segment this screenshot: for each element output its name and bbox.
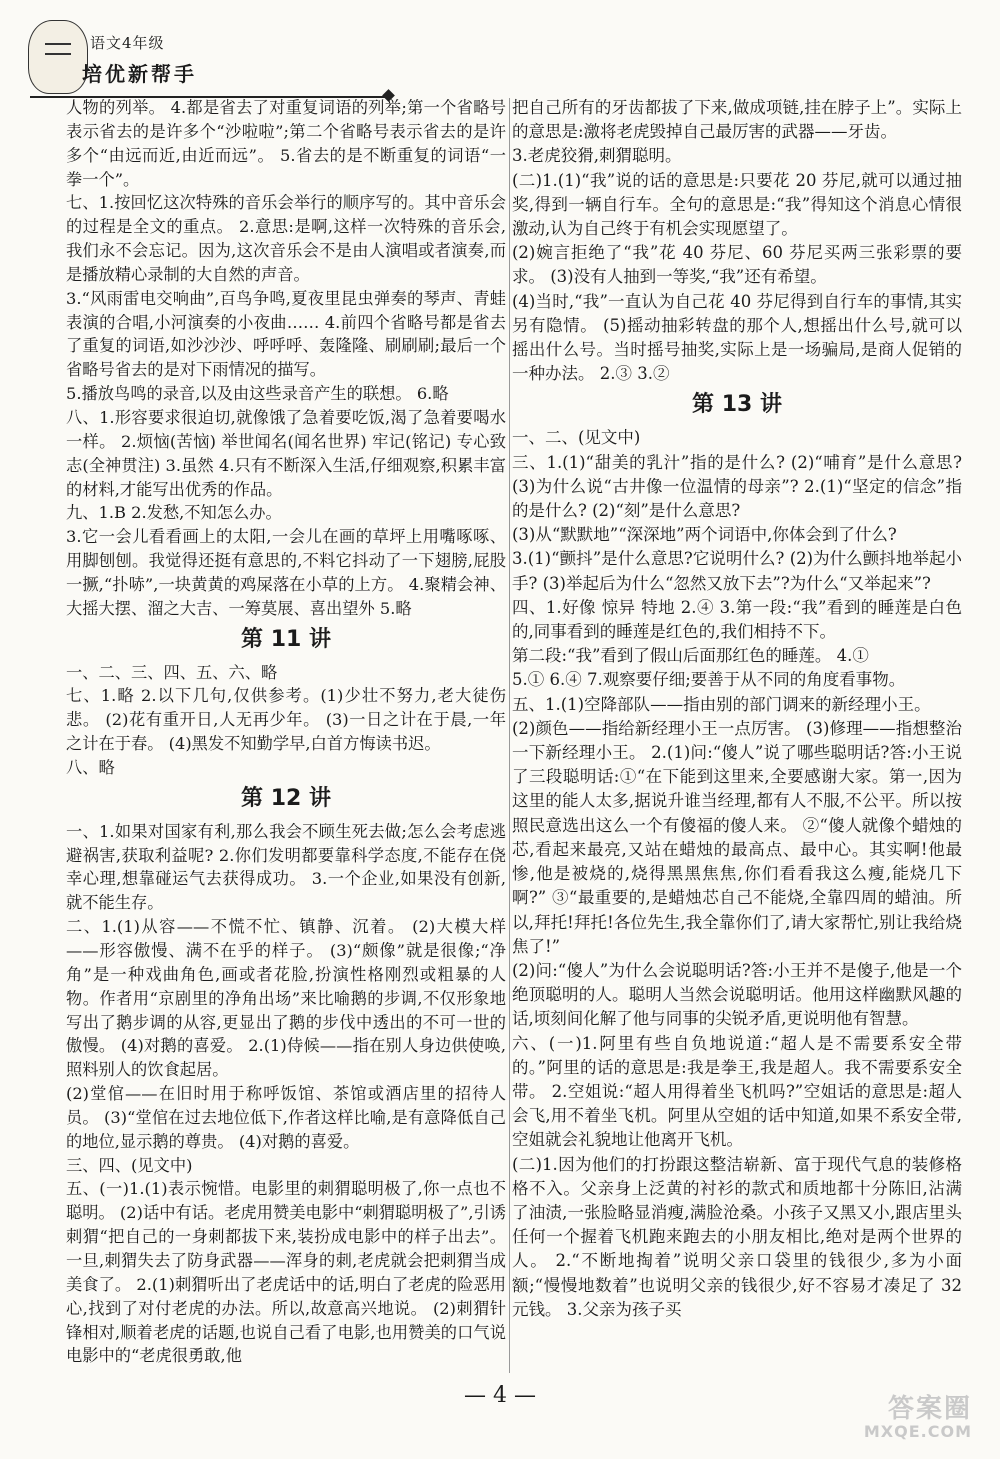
answer-paragraph: (3)从“默默地”“深深地”两个词语中,你体会到了什么? xyxy=(512,525,897,545)
answer-paragraph: 五、(一)1.(1)表示惋惜。电影里的刺猬聪明极了,你一点也不聪明。 (2)话中有话。老虎用赞美电影中“刺猬聪明极了”,引诱刺猬“把自己的一身刺都拔下来,装扮成电影中的样子出去”。一旦,刺猬失去了防身武器——浑身的刺,老虎就会把刺猬当成美食了。 2.(1)刺猬听出了老虎话中的话,明白了老虎的险恶用心,找到了对付老虎的办法。所以,故意高兴地说。 (2)刺猬针锋相对,顺着老虎的话题,也说自己看了电影,也用赞美的口气说电影中的“老虎很勇敢,他 xyxy=(66,1179,506,1366)
answer-paragraph: 三、1.(1)“甜美的乳汁”指的是什么? (2)“哺育”是什么意思? (3)为什么说“古井像一位温情的母亲”? 2.(1)“坚定的信念”指的是什么? (2)“刻”是什么意思? xyxy=(512,452,962,521)
section-heading: 第 12 讲 xyxy=(241,785,331,811)
answer-paragraph: 3.(1)“颤抖”是什么意思?它说明什么? (2)为什么颤抖地举起小手? (3)举起后为什么“忽然又放下去”?为什么“又举起来”? xyxy=(512,549,962,593)
section-heading: 第 11 讲 xyxy=(241,626,331,652)
answer-paragraph: (二)1.(1)“我”说的话的意思是:只要花 20 芬尼,就可以通过抽奖,得到一辆自行车。全句的意思是:“我”得知这个消息心情很激动,认为自己终于有机会实现愿望了。 xyxy=(512,170,962,239)
answer-paragraph: 把自己所有的牙齿都拔了下来,做成项链,挂在脖子上”。实际上的意思是:激将老虎毁掉自己最厉害的武器——牙齿。 xyxy=(512,98,962,142)
answer-paragraph: 八、略 xyxy=(66,757,115,777)
page-header xyxy=(20,18,980,103)
watermark-url: MXQE.COM xyxy=(863,1422,972,1441)
answer-paragraph: (2)堂倌——在旧时用于称呼饭馆、茶馆或酒店里的招待人员。 (3)“堂倌在过去地位低下,作者这样比喻,是有意降低自己的地位,显示鹅的尊贵。 (4)对鹅的喜爱。 xyxy=(66,1084,506,1151)
answer-paragraph: 六、(一)1.阿里有些自负地说道:“超人是不需要系安全带的。”阿里的话的意思是:我是拳王,我是超人。我不需要系安全带。 2.空姐说:“超人用得着坐飞机吗?”空姐话的意思是:超人会飞,用不着坐飞机。阿里从空姐的话中知道,如果不系安全带,空姐就会礼貌地让他离开飞机。 xyxy=(512,1033,962,1150)
answer-paragraph: 第二段:“我”看到了假山后面那红色的睡莲。 4.① xyxy=(512,646,869,666)
left-column xyxy=(66,96,506,1368)
answer-paragraph: 5.播放鸟鸣的录音,以及由这些录音产生的联想。 6.略 xyxy=(66,384,449,404)
answer-paragraph: 3.“风雨雷电交响曲”,百鸟争鸣,夏夜里昆虫弹奏的琴声、青蛙表演的合唱,小河演奏的小夜曲…… 4.前四个省略号都是省去了重复的词语,如沙沙沙、呼呼呼、轰隆隆、刷刷刷;最后一个省略号省去的是对下雨情况的描写。 xyxy=(66,288,506,380)
answer-paragraph: (二)1.因为他们的打扮跟这整洁崭新、富于现代气息的装修格格不入。父亲身上泛黄的衬衫的款式和质地都十分陈旧,沾满了油渍,一张脸略显消瘦,满脸沧桑。小孩子又黑又小,跟店里头任何一个握着飞机跑来跑去的小朋友相比,绝对是两个世界的人。 2.“不断地掏着”说明父亲口袋里的钱很少,多为小面额;“慢慢地数着”也说明父亲的钱很少,好不容易才凑足了 32 元钱。 3.父亲为孩子买 xyxy=(512,1154,962,1319)
brand-title: 培优新帮手 xyxy=(82,62,197,86)
watermark xyxy=(800,1388,980,1448)
grade-label: 语文4年级 xyxy=(90,34,165,52)
answer-paragraph: 七、1.按回忆这次特殊的音乐会举行的顺序写的。其中音乐会的过程是全文的重点。 2.意思:是啊,这样一次特殊的音乐会,我们永不会忘记。因为,这次音乐会不是由人演唱或者演奏,而是播放精心录制的大自然的声音。 xyxy=(66,193,506,284)
answer-paragraph: (2)问:“傻人”为什么会说聪明话?答:小王并不是傻子,他是一个绝顶聪明的人。聪明人当然会说聪明话。他用这样幽默风趣的话,顷刻间化解了他与同事的尖锐矛盾,更说明他有智慧。 xyxy=(512,960,962,1029)
answer-paragraph: 3.它一会儿看看画上的太阳,一会儿在画的草坪上用嘴啄啄、用脚刨刨。我觉得还挺有意思的,不料它抖动了一下翅膀,屁股一撅,“扑哧”,一块黄黄的鸡屎落在小草的上方。 4.聚精会神、大摇大摆、溜之大吉、一筹莫展、喜出望外 5.略 xyxy=(66,527,506,618)
answer-paragraph: 一、二、(见文中) xyxy=(512,428,641,448)
answer-paragraph: 一、1.如果对国家有利,那么我会不顾生死去做;怎么会考虑逃避祸害,获取利益呢? 2.你们发明都要靠科学态度,不能存在侥幸心理,想靠碰运气去获得成功。 3.一个企业,如果没有创新,就不能生存。 xyxy=(66,821,506,913)
mascot-logo-icon xyxy=(28,20,88,94)
watermark-text: 答案圈 xyxy=(887,1394,972,1424)
answer-paragraph: 3.老虎狡猾,刺猬聪明。 xyxy=(512,146,682,166)
answer-paragraph: 一、二、三、四、五、六、略 xyxy=(66,662,278,682)
answer-paragraph: (2)颜色——指给新经理小王一点厉害。 (3)修理——指想整治一下新经理小王。 2.(1)问:“傻人”说了哪些聪明话?答:小王说了三段聪明话:①“在下能到这里来,全要感谢大家。第一,因为这里的能人太多,据说升谁当经理,都有人不服,不公平。所以按照民意选出这么一个有傻福的傻人来。 ②“傻人就像个蜡烛的芯,看起来最亮,又站在蜡烛的最高点、最中心。其实啊!他最惨,他是被烧的,烧得黑黑焦焦,你们看看我这么瘦,能烧几下啊?” ③“最重要的,是蜡烛芯自己不能烧,全靠四周的蜡油。所以,拜托!拜托!各位先生,我全靠你们了,请大家帮忙,别让我给烧焦了!” xyxy=(512,718,962,956)
answer-paragraph: 九、1.B 2.发愁,不知怎么办。 xyxy=(66,503,282,523)
answer-paragraph: 五、1.(1)空降部队——指由别的部门调来的新经理小王。 xyxy=(512,694,931,714)
answer-paragraph: 四、1.好像 惊异 特地 2.④ 3.第一段:“我”看到的睡莲是白色的,同事看到的睡莲是红色的,我们相持不下。 xyxy=(512,597,962,642)
answer-paragraph: 三、四、(见文中) xyxy=(66,1155,193,1175)
answer-paragraph: 七、1.略 2.以下几句,仅供参考。(1)少壮不努力,老大徒伤悲。 (2)花有重开日,人无再少年。 (3)一日之计在于晨,一年之计在于春。 (4)黑发不知勤学早,白首方悔读书迟。 xyxy=(66,686,506,754)
answer-paragraph: 5.① 6.④ 7.观察要仔细;要善于从不同的角度看事物。 xyxy=(512,670,906,690)
answer-paragraph: 八、1.形容要求很迫切,就像饿了急着要吃饭,渴了急着要喝水一样。 2.烦恼(苦恼) 举世闻名(闻名世界) 牢记(铭记) 专心致志(全神贯注) 3.虽然 4.只有不断深入生活,仔细观察,积累丰富的材料,才能写出优秀的作品。 xyxy=(66,407,506,499)
answer-paragraph: (4)当时,“我”一直认为自己花 40 芬尼得到自行车的事情,其实另有隐情。 (5)摇动抽彩转盘的那个人,想摇出什么号,就可以摇出什么号。当时摇号抽奖,实际上是一场骗局,是商人促销的一种办法。 2.③ 3.② xyxy=(512,291,962,384)
right-column xyxy=(512,96,962,1322)
section-heading: 第 13 讲 xyxy=(692,392,782,418)
answer-paragraph: (2)婉言拒绝了“我”花 40 芬尼、60 芬尼买两三张彩票的要求。 (3)没有人抽到一等奖,“我”还有希望。 xyxy=(512,243,962,287)
column-divider xyxy=(509,98,510,1373)
page-number: — 4 — xyxy=(464,1383,536,1408)
answer-paragraph: 二、1.(1)从容——不慌不忙、镇静、沉着。 (2)大模大样——形容傲慢、满不在乎的样子。 (3)“颇像”就是很像;“净角”是一种戏曲角色,画或者花脸,扮演性格刚烈或粗暴的人物。作者用“京剧里的净角出场”来比喻鹅的步调,不仅形象地写出了鹅步调的从容,更显出了鹅的步伐中透出的不可一世的傲慢。 (4)对鹅的喜爱。 2.(1)侍候——指在别人身边供使唤,照料别人的饮食起居。 xyxy=(66,917,506,1080)
answer-paragraph: 人物的列举。 4.都是省去了对重复词语的列举;第一个省略号表示省去的是许多个“沙啦啦”;第二个省略号表示省去的是许多个“由远而近,由近而远”。 5.省去的是不断重复的词语“一拳一个”。 xyxy=(66,98,506,189)
